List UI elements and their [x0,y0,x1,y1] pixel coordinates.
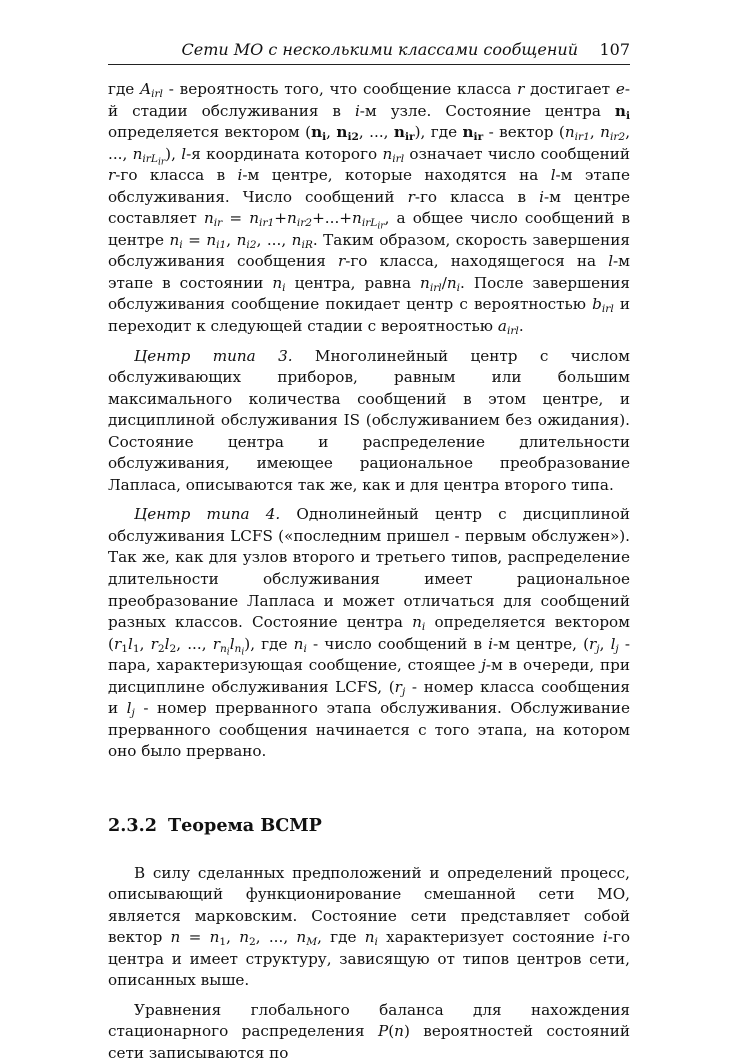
running-head-title: Сети МО с несколькими классами сообщений [181,40,578,59]
section-number: 2.3.2 [108,814,157,836]
header-rule [108,64,630,65]
section-title: Теорема ВСМР [168,814,322,836]
page [108,38,630,1064]
body-text [108,79,630,1064]
paragraph: В силу сделанных предположений и определений процесс, описывающий функционирование смешанной сети МО, является марковским. Состояние сети представляет собой вектор $n = n_1$, $n_2$, ..., $n_M$, где $n_i$ характеризует состояние i-го центра и имеет структуру, зависящую от типов центров сети, описанных выше. [108,863,630,990]
section-heading [108,815,630,837]
page-number: 107 [599,40,630,59]
running-head [108,38,630,62]
paragraph: где $A_{irl}$ - вероятность того, что сообщение класса r достигает e-й стадии обслуживания в i-м узле. Состояние центра $n_i$ определяется вектором ($n_i$, $n_{i2}$, ..., $n_{ir}$), где $n_{ir}$ - вектор ($n_{ir1}$, $n_{ir2}$, ..., $n_{irL_{ir}}$), l-я координата которого $n_{irl}$ означает число сообщений r-го класса в i-м центре, которые находятся на l-м этапе обслуживания. Число сообщений r-го класса в i-м центре составляет $n_{ir} = n_{ir1}+n_{ir2}+...+n_{irL_{ir}}$, а общее число сообщений в центре $n_i = n_{i1}$, $n_{i2}$, ..., $n_{iR}$. Таким образом, скорость завершения обслуживания сообщения r-го класса, находящегося на l-м этапе в состоянии $n_i$ центра, равна $n_{irl}/n_i$. После завершения обслуживания сообщение покидает центр с вероятностью $b_{irl}$ и переходит к следующей стадии с вероятностью $a_{irl}$. [108,80,631,338]
paragraph: Центр типа 4. Однолинейный центр с дисциплиной обслуживания LCFS («последним пришел - первым обслужен»). Так же, как для узлов второго и третьего типов, распределение длительности обслуживания имеет рациональное преобразование Лапласа и может отличаться для сообщений разных классов. Состояние центра $n_i$ определяется вектором ($r_1l_1$, $r_2l_2$, ..., $r_{n_i}l_{n_i}$), где $n_i$ - число сообщений в i-м центре, ($r_j$, $l_j$ - пара, характеризующая сообщение, стоящее j-м в очереди, при дисциплине обслуживания LCFS, ($r_j$ - номер класса сообщения и $l_j$ - номер прерванного этапа обслуживания. Обслуживание прерванного сообщения начинается с того этапа, на котором оно было прервано. [108,505,631,761]
paragraph: Уравнения глобального баланса для нахождения стационарного распределения P(n) вероятностей состояний сети записываются по [108,1000,630,1062]
paragraph: Центр типа 3. Многолинейный центр с числом обслуживающих приборов, равным или большим максимального количества сообщений в этом центре, и дисциплиной обслуживания IS (обслуживанием без ожидания). Состояние центра и распределение длительности обслуживания, имеющее рациональное преобразование Лапласа, описываются так же, как и для центра второго типа. [108,346,630,494]
